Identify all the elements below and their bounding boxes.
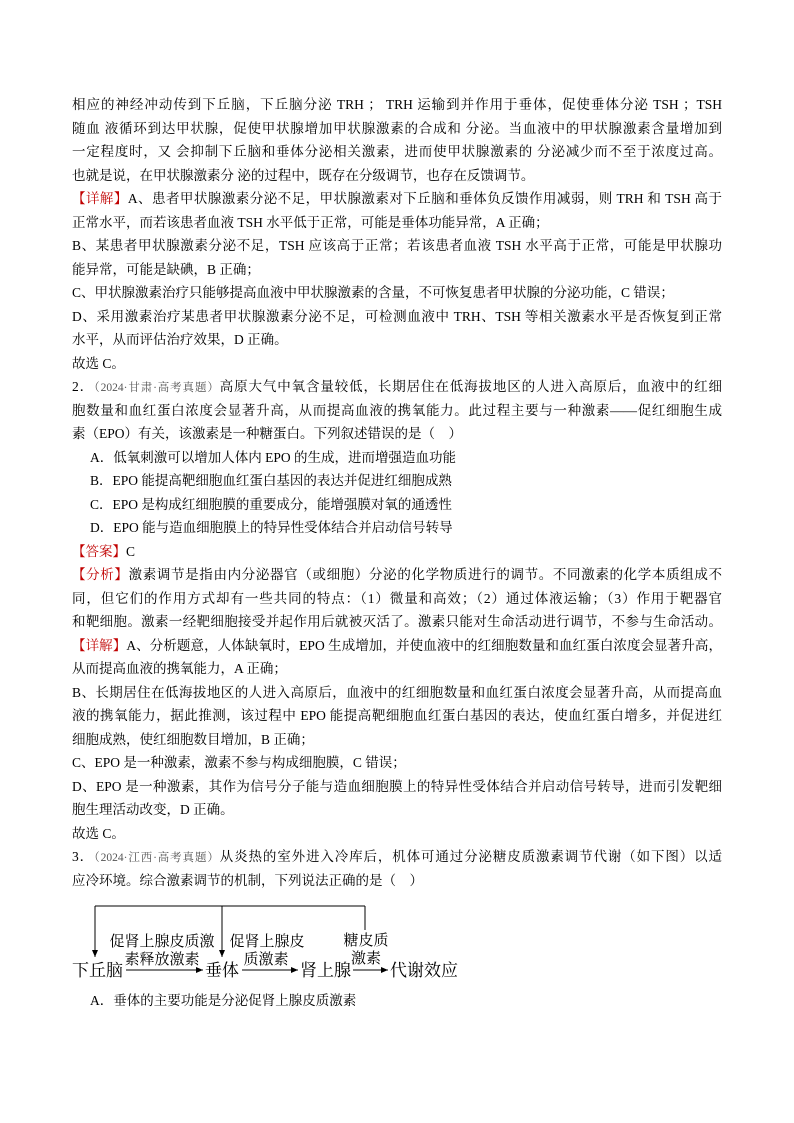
detail-line: 正常水平，而若该患者血液 TSH 水平低于正常，可能是垂体功能异常，A 正确； [72, 214, 549, 230]
answer-line [72, 540, 722, 564]
analysis-line [72, 563, 722, 587]
diagram-canvas [72, 892, 472, 989]
analysis-line: 同，但它们的作用方式却有一些共同的特点：（1）微量和高效；（2）通过体液运输；（3）作用于靶器官 [72, 590, 722, 606]
acth-label-line1: 促肾上腺皮 [229, 934, 305, 950]
detail-text: A、分析题意，人体缺氧时，EPO 生成增加，并使血液中的红细胞数量和血红蛋白浓度会显著升高， [126, 637, 722, 653]
detail-line: 胞生理活动改变，D 正确。 [72, 802, 234, 817]
detail-line: D、EPO 是一种激素，其作为信号分子能与造血细胞膜上的特异性受体结合并启动信号转导，进而引发靶细 [72, 778, 722, 794]
explanation-line: 相应的神经冲动传到下丘脑，下丘脑分泌 TRH ； TRH 运输到并作用于垂体，促使垂体分泌 TSH ；TSH [72, 97, 722, 112]
option-b: B．EPO 能提高靶细胞血红蛋白基因的表达并促进红细胞成熟 [90, 473, 452, 488]
detail-line: 细胞成熟，使红细胞数目增加，B 正确； [72, 731, 314, 747]
detail-line: 从而提高血液的携氧能力，A 正确； [72, 661, 287, 676]
conclusion-line: 故选 C。 [72, 355, 125, 371]
glucocorticoid-label-line2: 激素 [350, 951, 382, 967]
node-metabolic-effect: 代谢效应 [390, 961, 458, 980]
option-c: C．EPO 是构成红细胞膜的重要成分，能增强膜对氧的通透性 [90, 496, 452, 512]
previous-answer-explanation [72, 93, 722, 187]
detail-label: 【详解】 [72, 637, 127, 653]
question-2 [72, 375, 722, 845]
detail-line: B、长期居住在低海拔地区的人进入高原后，血液中的红细胞数量和血红蛋白浓度会显著升高，从而提高血 [72, 684, 722, 700]
question-number: 2． [72, 379, 95, 394]
question-stem-line [72, 375, 722, 399]
explanation-line: 一定程度时，又 会抑制下丘脑和垂体分泌相关激素，进而使甲状腺激素的 分泌减少而不至于浓度过高。 [72, 144, 722, 159]
hormone-regulation-diagram [72, 892, 722, 989]
question-source: （2024·甘肃·高考真题） [94, 382, 220, 394]
question-3 [72, 845, 722, 1013]
option-d: D．EPO 能与造血细胞膜上的特异性受体结合并启动信号转导 [90, 520, 453, 535]
detail-label: 【详解】 [72, 191, 128, 206]
question-source: （2024·江西·高考真题） [94, 852, 220, 864]
node-adrenal: 肾上腺 [300, 961, 351, 980]
detail-line [72, 187, 722, 211]
analysis-line: 和靶细胞。激素一经靶细胞接受并起作用后就被灭活了。激素只能对生命活动进行调节，不参与生命活动。 [72, 614, 722, 629]
node-pituitary: 垂体 [205, 961, 239, 980]
option-a: A．低氧刺激可以增加人体内 EPO 的生成，进而增强造血功能 [90, 449, 457, 465]
question-stem-line [72, 845, 722, 869]
question-stem-line: 胞数量和血红蛋白浓度会显著升高，从而提高血液的携氧能力。此过程主要与一种激素——促红细胞生成 [72, 402, 722, 418]
conclusion-line: 故选 C。 [72, 825, 125, 841]
question-stem-line: 应冷环境。综合激素调节的机制，下列说法正确的是（ ） [72, 872, 423, 888]
detail-line: B、某患者甲状腺激素分泌不足，TSH 应该高于正常；若该患者血液 TSH 水平高于正常，可能是甲状腺功 [72, 238, 722, 253]
question-stem-text: 高原大气中氧含量较低，长期居住在低海拔地区的人进入高原后，血液中的红细 [219, 379, 723, 394]
document-page [72, 93, 722, 1013]
question-stem-line: 素（EPO）有关，该激素是一种糖蛋白。下列叙述错误的是（ ） [72, 426, 463, 441]
question-number: 3． [72, 849, 95, 864]
crh-label-line1: 促肾上腺皮质激 [109, 934, 215, 950]
glucocorticoid-label-line1: 糖皮质 [343, 933, 389, 949]
detail-line: 液的携氧能力，据此推测，该过程中 EPO 能提高靶细胞血红蛋白基因的表达，使血红蛋白增多，并促进红 [72, 708, 722, 723]
detail-line: 能异常，可能是缺碘，B 正确； [72, 261, 260, 277]
question-1-detail [72, 187, 722, 375]
detail-text: A、患者甲状腺激素分泌不足，甲状腺激素对下丘脑和垂体负反馈作用减弱，则 TRH 和 TSH 高于 [127, 191, 722, 206]
explanation-line: 也就是说，在甲状腺激素分 泌的过程中，既存在分级调节，也存在反馈调节。 [72, 167, 535, 183]
answer-label: 【答案】 [72, 543, 126, 559]
acth-label-line2: 质激素 [243, 952, 289, 968]
analysis-text: 激素调节是指由内分泌器官（或细胞）分泌的化学物质进行的调节。不同激素的化学本质组成不 [128, 567, 722, 582]
node-hypothalamus: 下丘脑 [72, 961, 123, 980]
question-stem-text: 从炎热的室外进入冷库后，机体可通过分泌糖皮质激素调节代谢（如下图）以适 [219, 849, 723, 864]
crh-label-line2: 素释放激素 [124, 952, 200, 968]
detail-line: D、采用激素治疗某患者甲状腺激素分泌不足，可检测血液中 TRH、TSH 等相关激素水平是否恢复到正常 [72, 308, 722, 324]
answer-value: C [126, 543, 136, 559]
explanation-line: 随血 液循环到达甲状腺，促使甲状腺增加甲状腺激素的合成和 分泌。当血液中的甲状腺激素含量增加到 [72, 120, 722, 136]
analysis-label: 【分析】 [72, 567, 129, 582]
detail-line [72, 634, 722, 658]
detail-line: C、EPO 是一种激素，激素不参与构成细胞膜，C 错误； [72, 755, 406, 770]
detail-line: C、甲状腺激素治疗只能够提高血液中甲状腺激素的含量，不可恢复患者甲状腺的分泌功能，C 错误； [72, 285, 674, 300]
option-a: A．垂体的主要功能是分泌促肾上腺皮质激素 [90, 993, 357, 1008]
detail-line: 水平，从而评估治疗效果，D 正确。 [72, 332, 288, 347]
